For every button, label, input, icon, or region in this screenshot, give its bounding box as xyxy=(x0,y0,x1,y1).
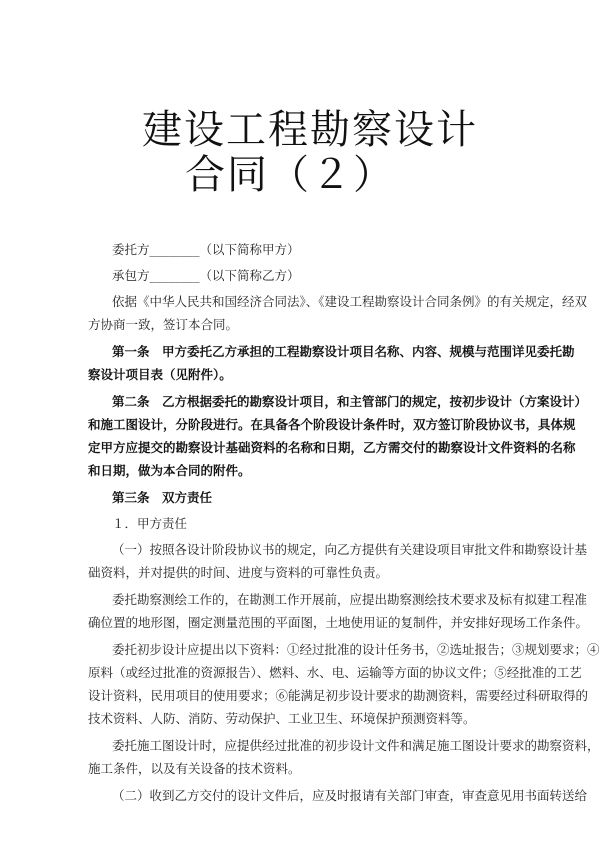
intro-line-1: 依据《中华人民共和国经济合同法》、《建设工程勘察设计合同条例》的有关规定，经双 xyxy=(112,294,588,309)
paragraph3-line-3: 设计资料，民用项目的使用要求；⑥能满足初步设计要求的勘测资料，需要经过科研取得的 xyxy=(88,688,589,703)
paragraph4-line-1: 委托施工图设计时，应提供经过批准的初步设计文件和满足施工图设计要求的勘察资料， xyxy=(112,738,600,753)
paragraph2-line-1: 委托勘察测绘工作的，在勘测工作开展前，应提出勘察测绘技术要求及标有拟建工程准 xyxy=(112,592,588,607)
paragraph1-line-2: 础资料，并对提供的时间、进度与资料的可靠性负责。 xyxy=(88,565,389,580)
paragraph3-line-2: 原料（或经过批准的资源报告）、燃料、水、电、运输等方面的协议文件；⑤经批准的工艺 xyxy=(88,665,582,680)
paragraph4-line-2: 施工条件，以及有关设备的技术资料。 xyxy=(88,761,301,776)
paragraph1-line-1: （一）按照各设计阶段协议书的规定，向乙方提供有关建设项目审批文件和勘察设计基 xyxy=(112,542,588,557)
document-title-line2: 合同（２） xyxy=(185,152,395,198)
article1-line-1: 第一条 甲方委托乙方承担的工程勘察设计项目名称、内容、规模与范围详见委托勘 xyxy=(112,344,575,359)
article1-line-2: 察设计项目表（见附件）。 xyxy=(88,367,232,382)
article2-line-1: 第二条 乙方根据委托的勘察设计项目，和主管部门的规定，按初步设计（方案设计） xyxy=(112,394,588,409)
article2-line-3: 定甲方应提交的勘察设计基础资料的名称和日期，乙方需交付的勘察设计文件资料的名称 xyxy=(88,440,576,455)
paragraph3-line-1: 委托初步设计应提出以下资料：①经过批准的设计任务书，②选址报告；③规划要求；④ xyxy=(112,642,600,657)
paragraph2-line-2: 确位置的地形图，圈定测量范围的平面图，土地使用证的复制件，并安排好现场工作条件。 xyxy=(88,615,589,630)
contractor-party-line: 承包方________（以下简称乙方） xyxy=(112,268,300,283)
client-party-line: 委托方________（以下简称甲方） xyxy=(112,242,300,257)
article3-heading: 第三条 双方责任 xyxy=(112,490,213,505)
party-a-responsibility-heading: １．甲方责任 xyxy=(112,516,188,531)
article2-line-4: 和日期，做为本合同的附件。 xyxy=(88,463,251,478)
document-title-line1: 建设工程勘察设计 xyxy=(142,107,478,153)
paragraph3-line-4: 技术资料、人防、消防、劳动保护、工业卫生、环境保护预测资料等。 xyxy=(88,711,476,726)
article2-line-2: 和施工图设计，分阶段进行。在具备各个阶段设计条件时，双方签订阶段协议书，具体规 xyxy=(88,417,576,432)
intro-line-2: 方协商一致，签订本合同。 xyxy=(88,317,239,332)
paragraph5-line-1: （二）收到乙方交付的设计文件后，应及时报请有关部门审查，审查意见用书面转送给 xyxy=(112,788,588,803)
